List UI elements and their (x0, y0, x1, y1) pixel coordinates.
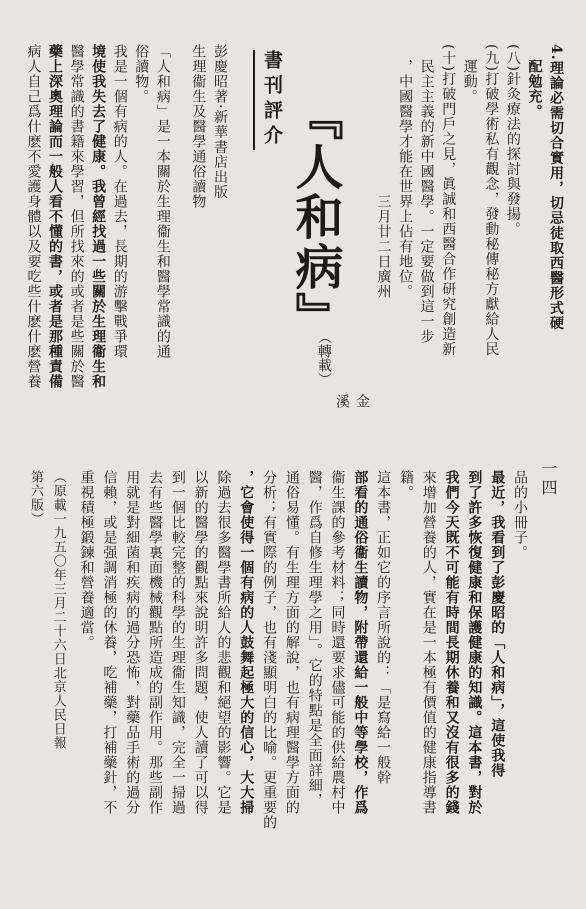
review-paragraph-line: 以新的醫學的觀點來說明許多問題，使人讀了可以得 (192, 470, 209, 815)
review-paragraph-line: 分析；有實際的例子，也有淺顯明白的比喻。更重要的 (261, 470, 278, 830)
list-item: (八)針灸療法的探討與發揚。 (504, 44, 521, 237)
review-paragraph-line: 到了許多恢復健康和保護健康的知識。這本書，對於 (466, 470, 483, 815)
list-item: (十)打破門戶之見，眞誠和西醫合作研究創造新 (440, 44, 457, 357)
source-citation: （原載一九五〇年三月二十六日北京人民日報 (50, 470, 66, 750)
book-info-line: 彭慶昭著·新華書店出版 (211, 44, 228, 200)
page-number: 一四 (539, 460, 558, 498)
review-paragraph-line: 品的小冊子。 (512, 470, 528, 560)
review-paragraph-line: 去有些醫學裏面機械觀點所造成的副作用。那些副作 (147, 470, 163, 815)
review-paragraph-line: 藥上深奧理論而一般人看不懂的書，或者是那種責備 (47, 44, 63, 389)
review-paragraph-line: 來增加營養的人，實在是一本極有價值的健康指導書 (420, 470, 437, 815)
review-paragraph-line: 境使我失去了健康。我曾經找過一些關於生理衞生和 (90, 44, 107, 389)
lower-section (22, 470, 530, 880)
review-paragraph-line: 用就是對細菌和疾病的過分恐怖，對藥品手術的過分 (124, 470, 141, 815)
review-paragraph-line: 「人和病」是一本關於生理衞生和醫學常識的通 (154, 44, 171, 359)
list-item: (九)打破學術私有觀念，發動秘傳秘方獻給人民 (483, 44, 500, 357)
review-paragraph-line: 醫學常識的書籍來學習，但所找來的或者是些關於醫 (68, 44, 85, 389)
reviewer-name: 金溪 (333, 394, 370, 410)
section-label: 書刊評介 (253, 50, 286, 150)
review-paragraph-line: 我是一個有病的人。在過去，長期的游擊戰爭環 (111, 44, 128, 359)
review-paragraph-line: 重視積極鍛鍊和營養適當。 (78, 470, 95, 650)
review-paragraph-line: 信賴，或是强調消極的休養，吃補藥，打補藥針，不 (101, 470, 118, 815)
list-item: 4.理論必需切合實用，切忌徒取西醫形式硬 (548, 44, 564, 331)
review-paragraph-line: 到一個比較完整的科學的生理衞生知識，完全一掃過 (169, 470, 186, 815)
review-header (242, 44, 372, 416)
review-paragraph-line: 除過去很多醫學書所給人的悲觀和絕望的影響。它是 (215, 470, 232, 815)
review-paragraph-line: 籍。 (397, 470, 414, 500)
dateline: 三月廿二日廣州 (375, 194, 392, 299)
review-paragraph-line: 俗讀物。 (133, 44, 150, 104)
review-paragraph-line: 我們今天既不可能有時間長期休養和又沒有很多的錢 (443, 470, 460, 815)
list-item: 運動。 (461, 44, 478, 104)
review-paragraph-line: 通俗易懂。有生理方面的解說，也有病理醫學方面的 (283, 470, 300, 815)
book-info-line: 生理衞生及醫學通俗讀物 (190, 44, 207, 209)
review-paragraph-line: 醫，作爲自修生理學之用」。它的特點是全面詳細， (306, 470, 323, 808)
review-paragraph-line: 病人自己爲什麽不愛護身體以及要吃些什麽什麽營養 (25, 44, 42, 389)
repost-note: （轉載） (315, 330, 332, 386)
review-paragraph-line: 這本書，正如它的序言所說的：「是寫給一般幹 (375, 470, 392, 785)
review-paragraph-line: 衞生課的參考材料；同時還要求儘可能的供給農村中 (329, 470, 346, 815)
review-paragraph-line: 部看的通俗衞生讀物，附帶還給一般中等學校，作爲 (352, 470, 369, 815)
book-title: 『人和病』 (286, 92, 343, 342)
upper-section (22, 44, 566, 416)
review-paragraph-line: 最近，我看到了彭慶昭的「人和病」，這使我得 (489, 470, 506, 778)
review-paragraph-line: ，它會使得一個有病的人鼓舞起極大的信心，大大掃 (238, 470, 255, 815)
list-item: 配勉充。 (526, 44, 543, 119)
source-citation: 第六版） (27, 470, 43, 526)
list-item: 民主主義的新中國醫學。一定要做到這一步 (418, 44, 435, 344)
list-item: ，中國醫學才能在世界上佔有地位。 (397, 44, 414, 299)
